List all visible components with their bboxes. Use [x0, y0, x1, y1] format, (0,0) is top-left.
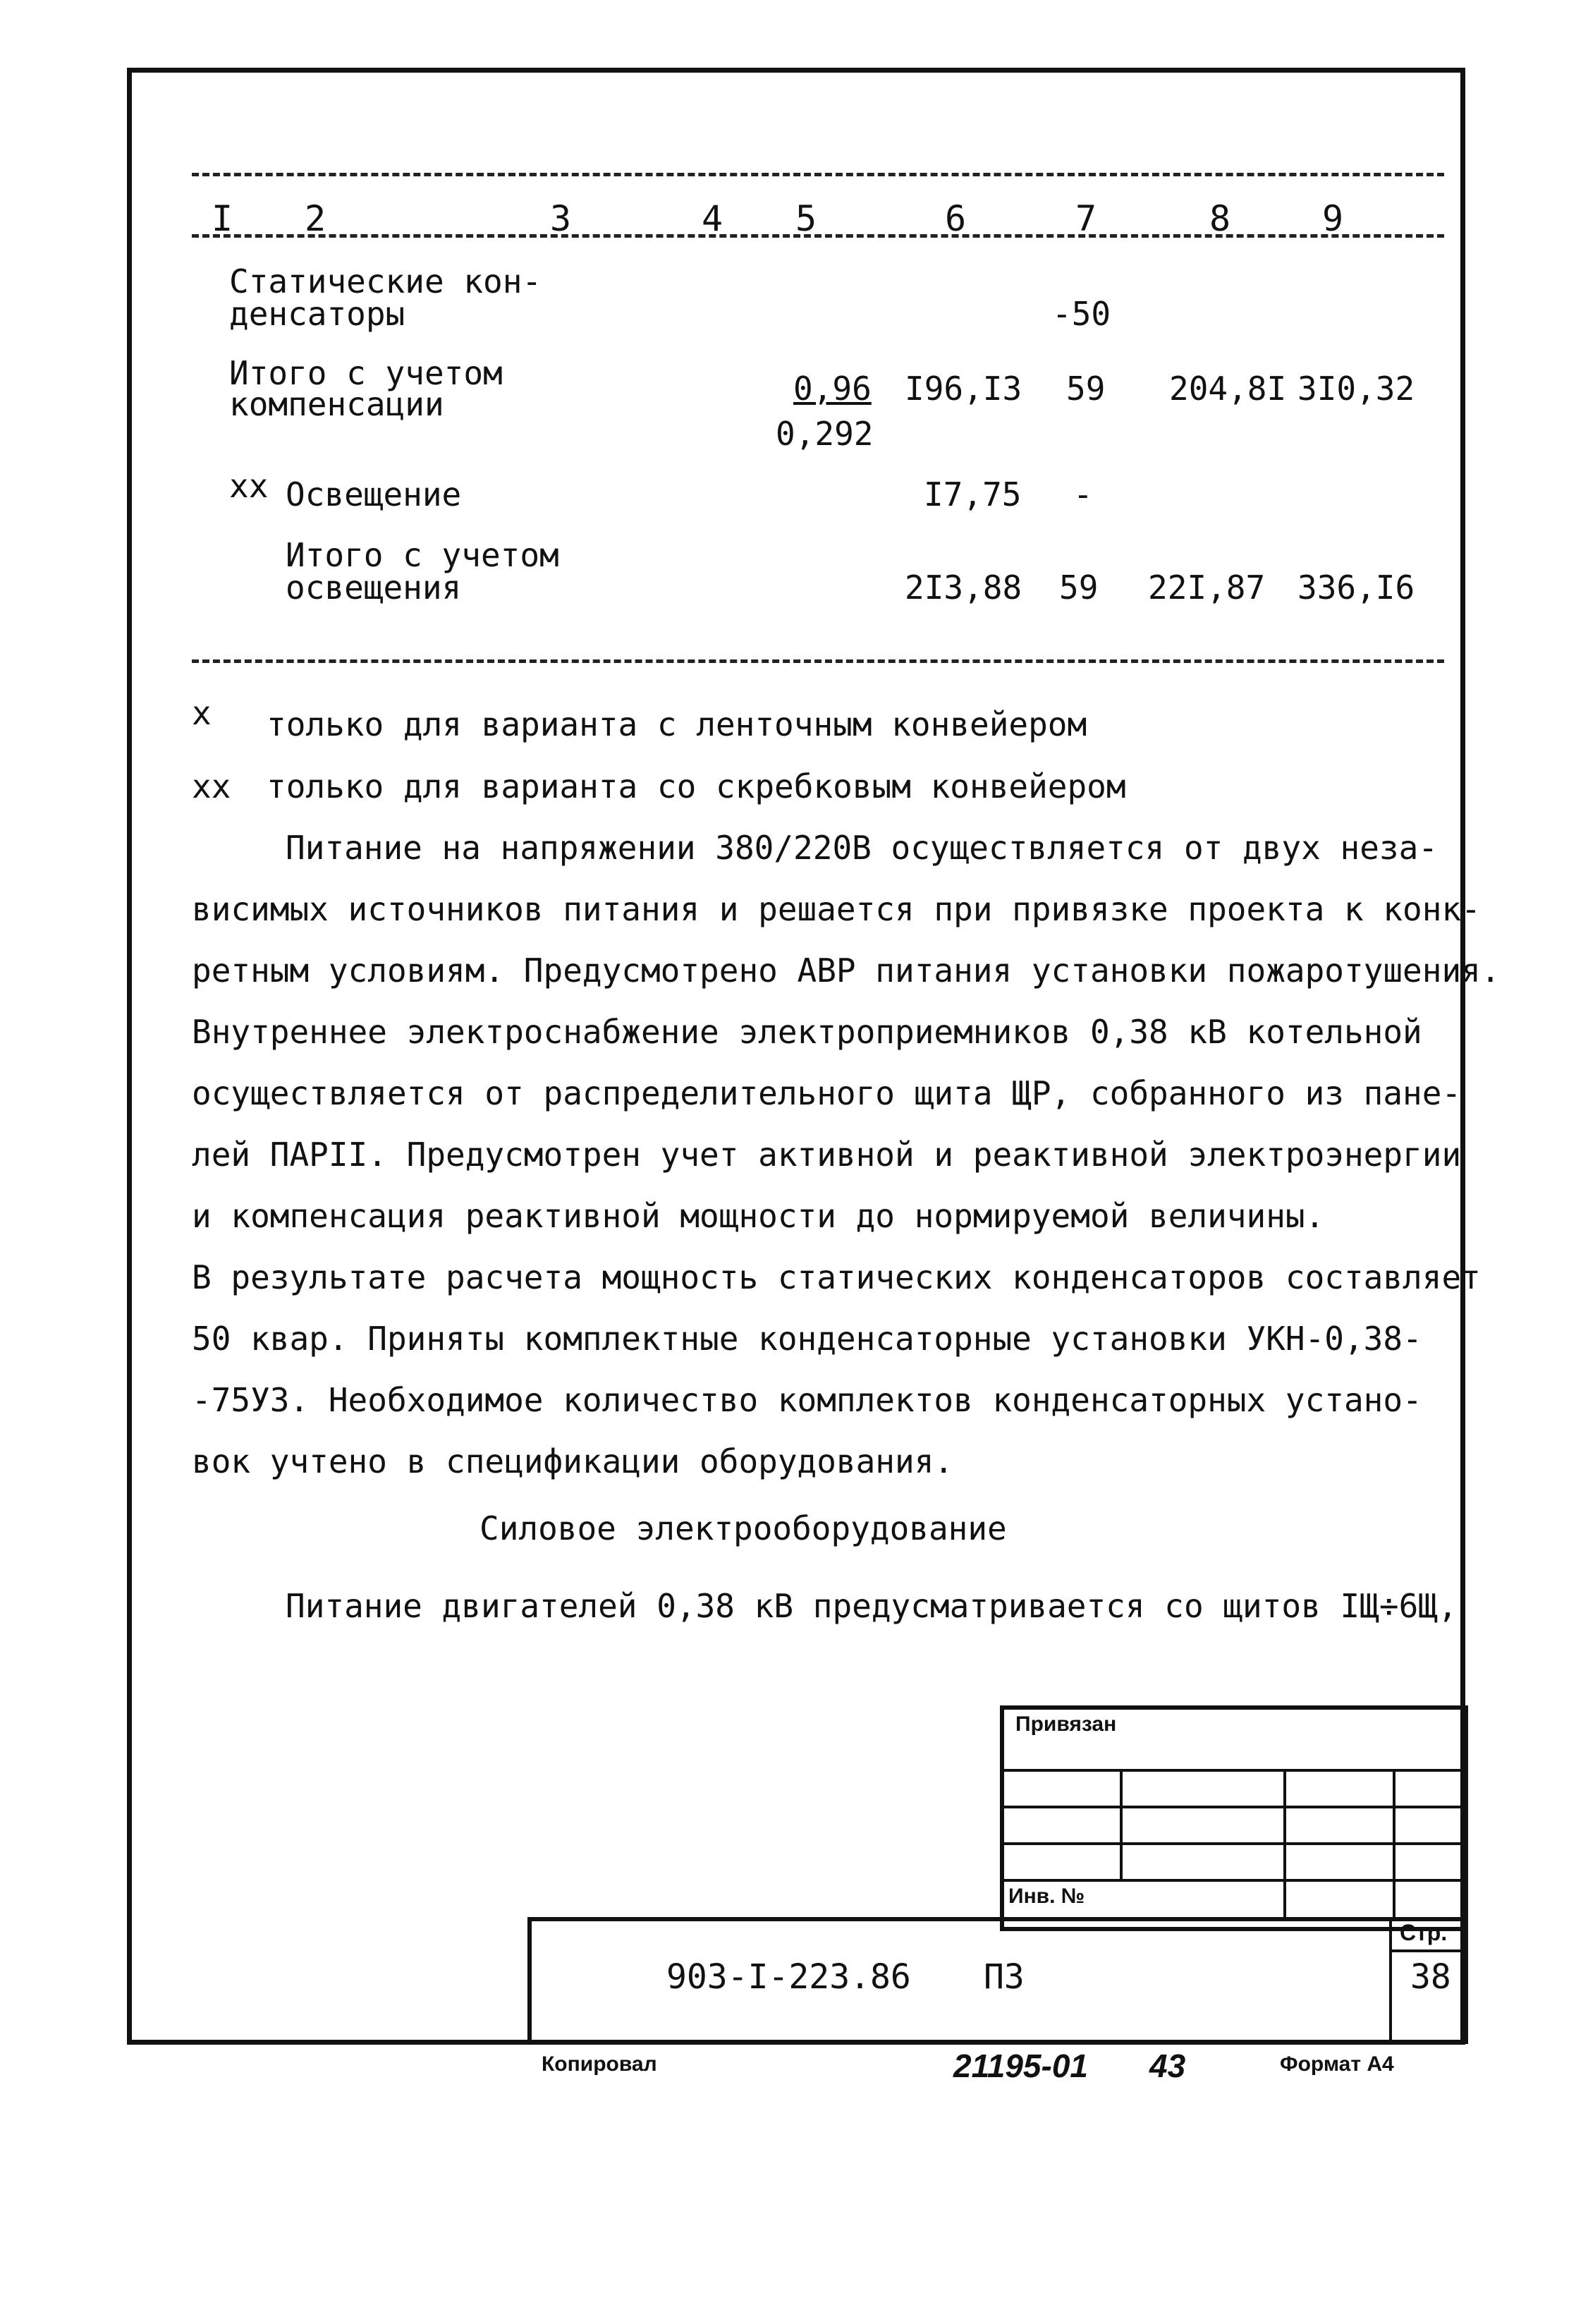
paragraph-line: лей ПАРII. Предусмотрен учет активной и реактивной электроэнергии	[192, 1136, 1462, 1174]
cell-col9: 336,I6	[1297, 568, 1415, 607]
stamp-divider	[1283, 1769, 1286, 1917]
cell-col5-bottom: 0,292	[776, 415, 874, 453]
paragraph-line: Питание на напряжении 380/220В осуществляется от двух неза-	[286, 829, 1438, 867]
col-7-header: 7	[1075, 198, 1097, 239]
cell-col6: I7,75	[924, 475, 1022, 513]
paragraph-line: висимых источников питания и решается при привязке проекта к конк-	[192, 890, 1481, 928]
cell-col7: 59	[1066, 370, 1106, 408]
cell-col8: 22I,87	[1148, 568, 1266, 607]
stamp-divider	[1393, 1769, 1395, 1917]
paragraph-line: осуществляется от распределительного щита ЩР, собранного из пане-	[192, 1074, 1462, 1112]
col-6-header: 6	[945, 198, 967, 239]
cell-col8: 204,8I	[1169, 370, 1287, 408]
table-bottom-rule	[192, 659, 1444, 663]
cell-col6: 2I3,88	[905, 568, 1022, 607]
format-label: Формат А4	[1280, 2052, 1394, 2076]
stamp-rule	[1000, 1806, 1468, 1808]
paragraph-line: и компенсация реактивной мощности до нормируемой величины.	[192, 1197, 1325, 1235]
document-code: 903-I-223.86	[666, 1957, 911, 1997]
paragraph-line: Внутреннее электроснабжение электроприемников 0,38 кВ котельной	[192, 1013, 1422, 1051]
stamp-page-divider	[1389, 1917, 1392, 2044]
document-type: ПЗ	[984, 1957, 1025, 1997]
row-label: Итого с учетом	[286, 536, 559, 574]
handwritten-page: 43	[1149, 2048, 1186, 2084]
paragraph-line: В результате расчета мощность статических конденсаторов составляет	[192, 1258, 1481, 1296]
row-label-cont: компенсации	[229, 385, 444, 423]
table-header-rule	[192, 234, 1444, 238]
cell-col6: I96,I3	[905, 370, 1022, 408]
paragraph-line: 50 квар. Приняты комплектные конденсаторные установки УКН-0,38-	[192, 1320, 1422, 1358]
row-label-cont: денсаторы	[229, 295, 405, 333]
section-title: Силовое электрооборудование	[480, 1509, 1007, 1547]
cell-col7: -50	[1052, 295, 1111, 333]
page-number: 38	[1410, 1957, 1451, 1997]
cell-col7: -	[1073, 475, 1093, 513]
col-3-header: 3	[550, 198, 572, 239]
footnote-mark: x	[192, 694, 212, 732]
row-label-cont: освещения	[286, 568, 462, 607]
stamp-divider	[1120, 1769, 1123, 1879]
stamp-rule	[1000, 1769, 1468, 1772]
cell-col9: 3I0,32	[1297, 370, 1415, 408]
col-8-header: 8	[1209, 198, 1231, 239]
paragraph-line: ретным условиям. Предусмотрено АВР питания установки пожаротушения.	[192, 951, 1501, 990]
cell-col7: 59	[1059, 568, 1099, 607]
row-label: Итого с учетом	[229, 354, 503, 392]
paragraph-line: -75УЗ. Необходимое количество комплектов конденсаторных устано-	[192, 1381, 1422, 1419]
body-paragraph-2: Питание двигателей 0,38 кВ предусматривается со щитов IЩ÷6Щ,	[286, 1587, 1458, 1625]
stamp-inv-label: Инв. №	[1008, 1885, 1085, 1908]
col-5-header: 5	[795, 198, 817, 239]
footnote-text: только для варианта со скребковым конвейером	[267, 767, 1126, 805]
copied-label: Копировал	[542, 2052, 657, 2076]
footnote-text: только для варианта с ленточным конвейером	[267, 705, 1087, 743]
cell-col5-top: 0,96	[793, 370, 872, 408]
stamp-rule	[1000, 1842, 1468, 1845]
stamp-rule	[1000, 1879, 1468, 1882]
handwritten-number: 21195-01	[953, 2048, 1088, 2084]
row-mark: xx	[229, 467, 269, 505]
stamp-attached-label: Привязан	[1015, 1712, 1117, 1736]
row-label: Статические кон-	[229, 262, 542, 300]
paragraph-line: вок учтено в спецификации оборудования.	[192, 1442, 954, 1480]
col-2-header: 2	[305, 198, 326, 239]
row-label: Освещение	[286, 475, 462, 513]
col-4-header: 4	[702, 198, 723, 239]
col-1-header: I	[212, 198, 233, 239]
footnote-mark: xx	[192, 767, 231, 805]
col-9-header: 9	[1322, 198, 1344, 239]
stamp-page-rule	[1389, 1949, 1468, 1952]
table-top-rule	[192, 173, 1444, 176]
page-label: Стр.	[1400, 1920, 1448, 1945]
